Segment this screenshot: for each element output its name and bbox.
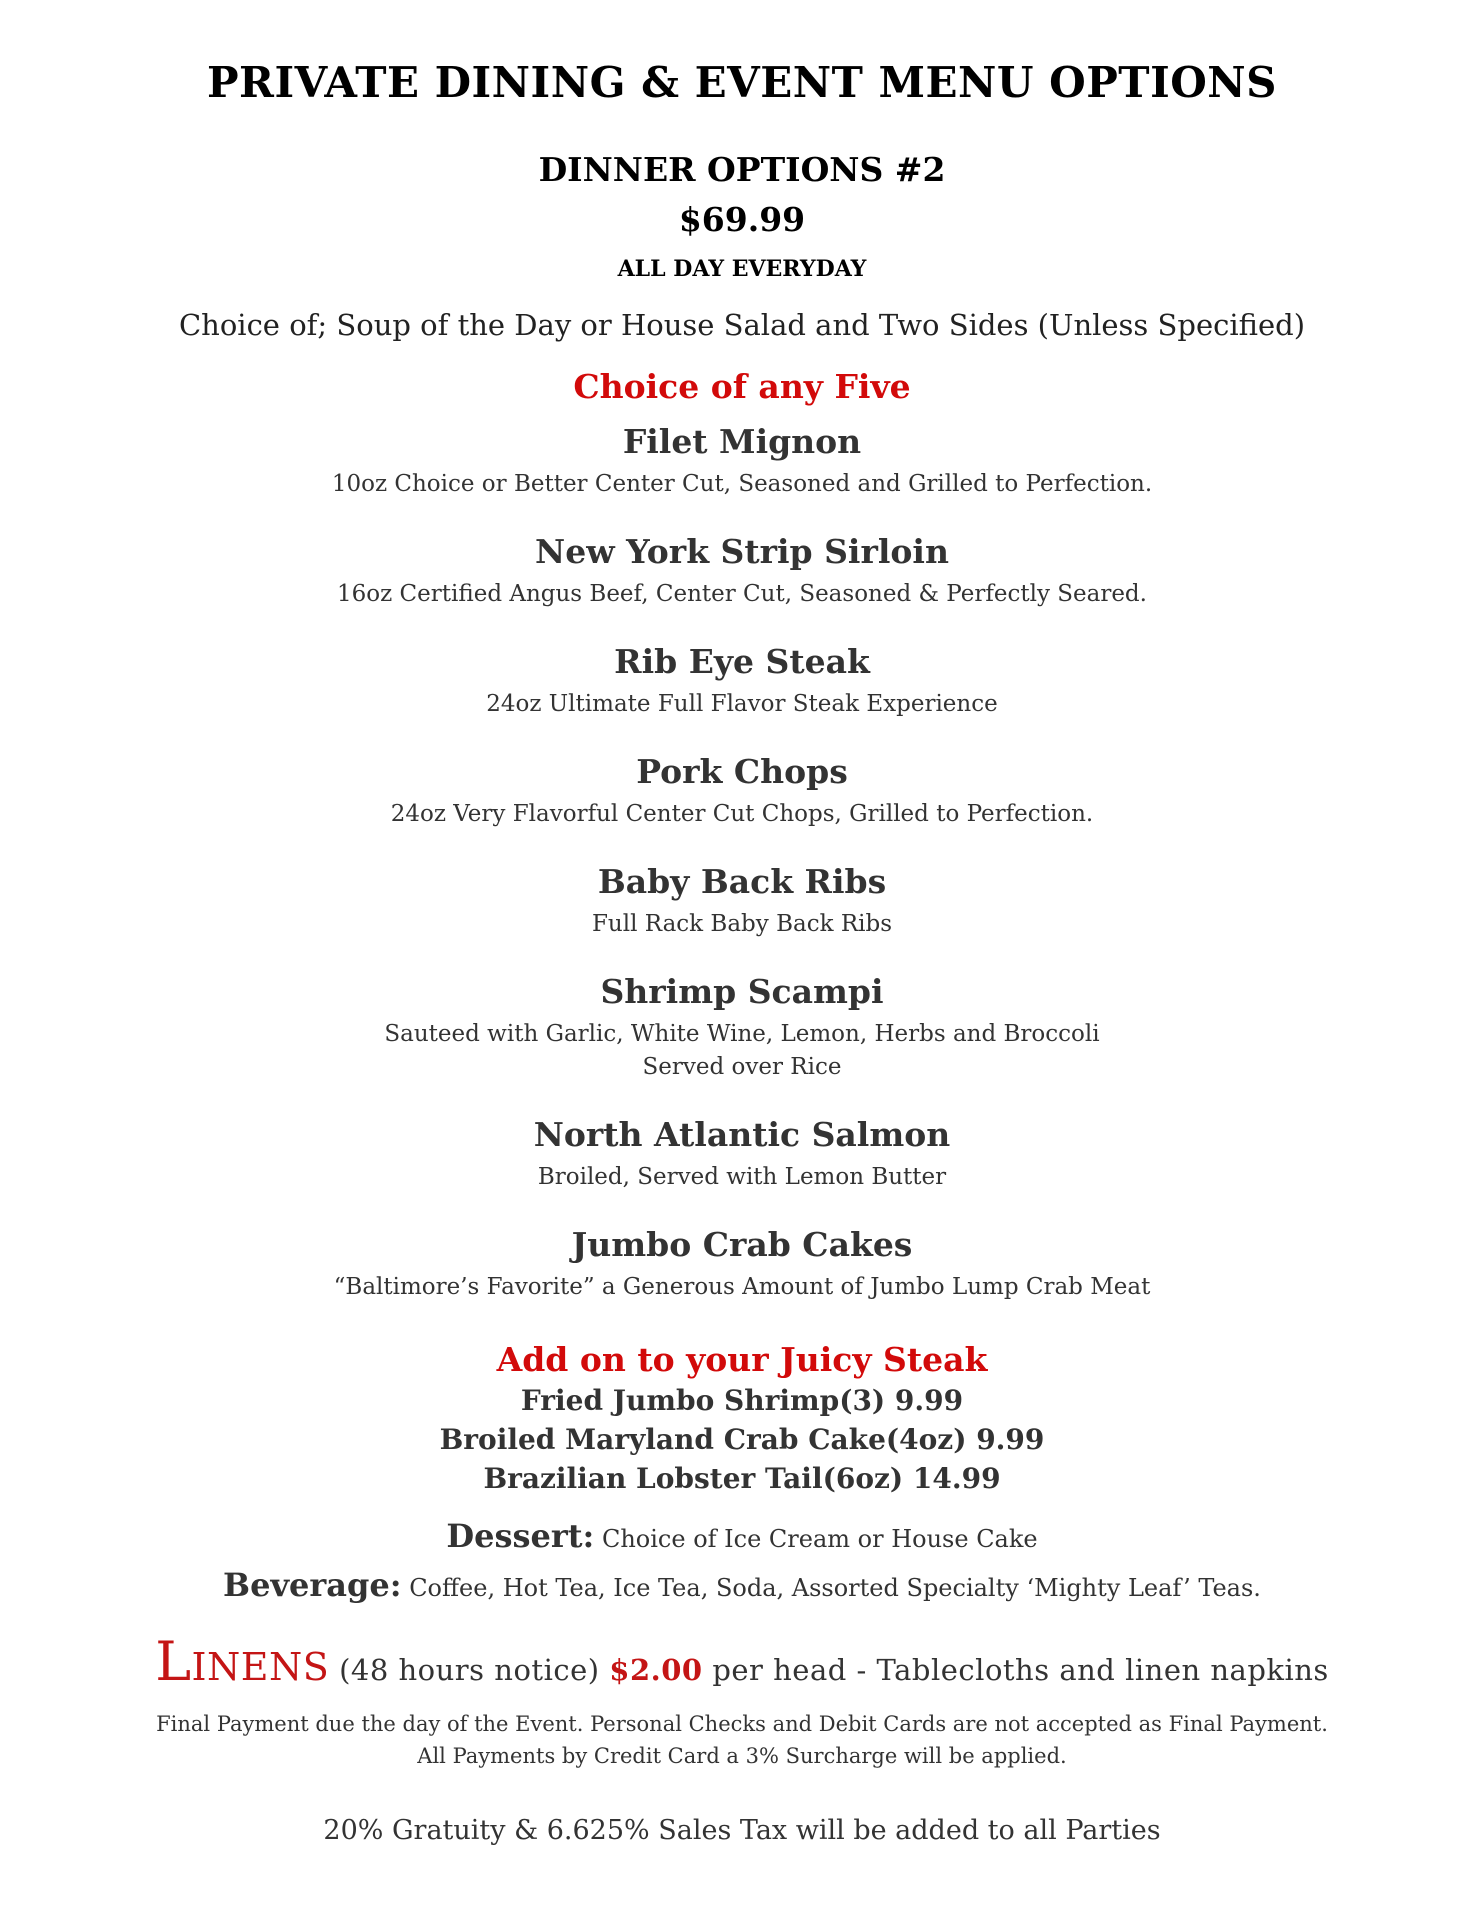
menu-item-name: Filet Mignon (622, 422, 862, 461)
menu-item-name: Baby Back Ribs (597, 862, 887, 901)
menu-item-desc: 24oz Very Flavorful Center Cut Chops, Grilled to Perfection. (390, 801, 1094, 827)
payment-terms-line: Final Payment due the day of the Event. Personal Checks and Debit Cards are not accepted as Final Payment. (156, 1712, 1328, 1736)
menu-item-desc: 16oz Certified Angus Beef, Center Cut, Seasoned & Perfectly Seared. (337, 581, 1147, 607)
beverage-label: Beverage: (223, 1566, 402, 1604)
menu-item-name: Pork Chops (636, 752, 848, 791)
addon-heading: Add on to your Juicy Steak (496, 1340, 988, 1379)
page-title: PRIVATE DINING & EVENT MENU OPTIONS (206, 58, 1278, 107)
addon-item: Broiled Maryland Crab Cake(4oz) 9.99 (439, 1423, 1045, 1456)
dessert-label: Dessert: (446, 1517, 595, 1555)
menu-item-desc: “Baltimore’s Favorite” a Generous Amount of Jumbo Lump Crab Meat (333, 1274, 1151, 1300)
menu-item-desc: Sauteed with Garlic, White Wine, Lemon, Herbs and Broccoli (384, 1021, 1100, 1047)
addon-item: Fried Jumbo Shrimp(3) 9.99 (520, 1384, 964, 1417)
gratuity-tax-line: 20% Gratuity & 6.625% Sales Tax will be added to all Parties (323, 1815, 1161, 1846)
menu-item-name: Jumbo Crab Cakes (571, 1225, 913, 1264)
linens-price: $2.00 (609, 1653, 703, 1687)
linens-text: per head - Tablecloths and linen napkins (712, 1653, 1329, 1687)
addon-item: Brazilian Lobster Tail(6oz) 14.99 (483, 1462, 1001, 1495)
menu-item-desc: 24oz Ultimate Full Flavor Steak Experience (486, 691, 998, 717)
dessert-line (0, 1517, 1484, 1555)
linens-heading-rest: INENS (191, 1645, 330, 1689)
choice-description: Choice of; Soup of the Day or House Salad and Two Sides (Unless Specified) (178, 308, 1306, 342)
menu-item-desc: Broiled, Served with Lemon Butter (537, 1164, 947, 1190)
menu-item-name: New York Strip Sirloin (535, 532, 949, 571)
menu-item-desc: Full Rack Baby Back Ribs (591, 911, 893, 937)
dinner-options-heading: DINNER OPTIONS #2 (538, 150, 946, 189)
menu-item-desc: 10oz Choice or Better Center Cut, Seasoned and Grilled to Perfection. (331, 471, 1153, 497)
menu-item-name: Rib Eye Steak (614, 642, 870, 681)
menu-item-name: North Atlantic Salmon (533, 1115, 951, 1154)
surcharge-line: All Payments by Credit Card a 3% Surcharge will be applied. (417, 1744, 1067, 1768)
menu-item-desc: Served over Rice (642, 1054, 842, 1080)
menu-item-name: Shrimp Scampi (600, 972, 884, 1011)
availability-label: ALL DAY EVERYDAY (617, 256, 867, 282)
choice-count-heading: Choice of any Five (573, 367, 911, 406)
beverage-line (0, 1566, 1484, 1604)
linens-initial: L (155, 1630, 192, 1693)
beverage-text: Coffee, Hot Tea, Ice Tea, Soda, Assorted Specialty ‘Mighty Leaf’ Teas. (409, 1574, 1261, 1602)
dessert-text: Choice of Ice Cream or House Cake (601, 1525, 1038, 1553)
linens-notice: (48 hours notice) (339, 1653, 600, 1687)
package-price: $69.99 (678, 200, 806, 239)
linens-line (0, 1630, 1484, 1693)
